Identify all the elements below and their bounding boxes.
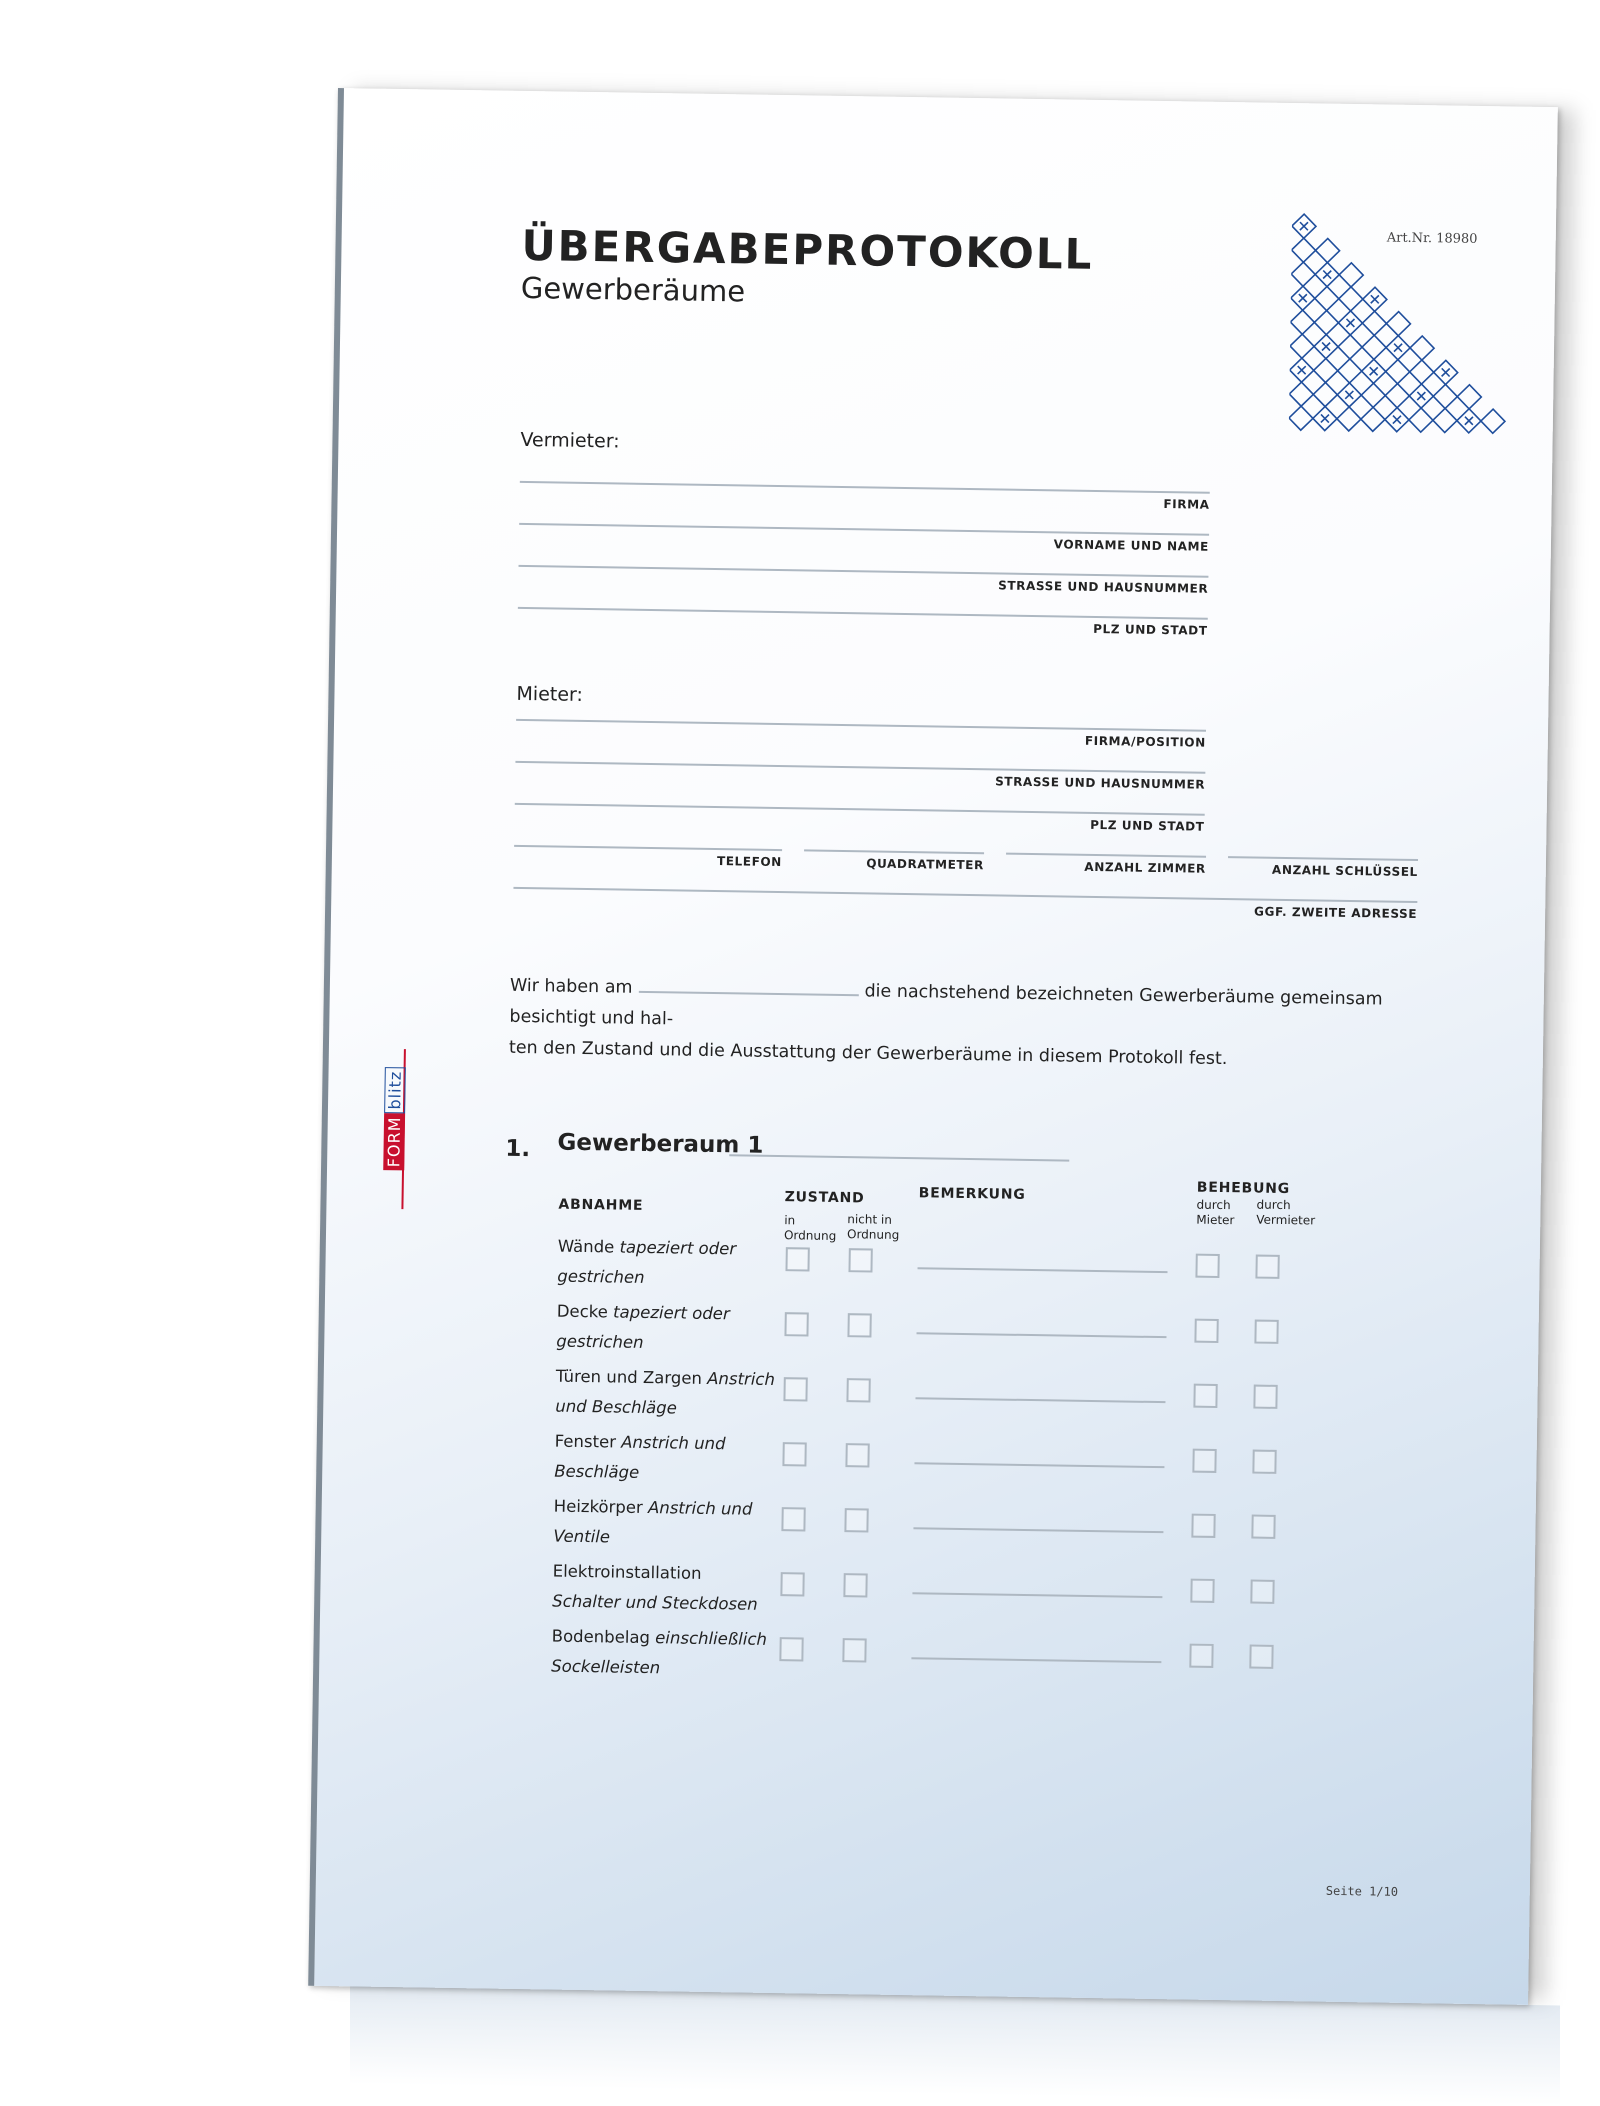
row-label-plain: Elektroinstallation [552, 1561, 702, 1583]
document-subtitle: Gewerberäume [520, 270, 746, 309]
nicht-in-ordnung-checkbox[interactable] [846, 1378, 870, 1402]
mieter-plz-label: PLZ UND STADT [1090, 817, 1205, 834]
intro-before: Wir haben am [509, 975, 633, 998]
durch-vermieter-header [1256, 1198, 1315, 1229]
nicht-line1: nicht in [847, 1212, 893, 1227]
section-title: Gewerberaum 1 [557, 1129, 764, 1159]
mieter-line1: durch [1196, 1197, 1231, 1213]
in-ordnung-header [784, 1213, 837, 1244]
durch-mieter-checkbox[interactable] [1191, 1514, 1215, 1538]
vermieter-firma-label: FIRMA [1163, 497, 1210, 512]
bemerkung-line[interactable] [912, 1592, 1162, 1598]
row-label [557, 1232, 778, 1295]
vermieter-plz-label: PLZ UND STADT [1093, 621, 1208, 638]
durch-mieter-checkbox[interactable] [1190, 1579, 1214, 1603]
row-label-plain: Wände [557, 1236, 615, 1257]
anzahl-zimmer-line[interactable] [1006, 853, 1206, 858]
row-label [555, 1362, 776, 1425]
bemerkung-line[interactable] [915, 1397, 1165, 1403]
row-label-italic: einschließlich Sockelleisten [551, 1628, 768, 1678]
nicht-in-ordnung-checkbox[interactable] [843, 1573, 867, 1597]
row-label-plain: Heizkörper [553, 1496, 643, 1517]
in-ordnung-checkbox[interactable] [780, 1572, 804, 1596]
article-number: Art.Nr. 18980 [1386, 230, 1478, 247]
durch-vermieter-checkbox[interactable] [1249, 1645, 1273, 1669]
row-label-plain: Türen und Zargen [555, 1366, 703, 1388]
bemerkung-line[interactable] [914, 1462, 1164, 1468]
nicht-in-ordnung-checkbox[interactable] [847, 1313, 871, 1337]
brand-blitz: blitz [384, 1067, 406, 1114]
zweite-adresse-line[interactable] [513, 887, 1417, 903]
vermieter-line2: Vermieter [1256, 1212, 1316, 1228]
row-label-italic: tapeziert oder gestrichen [557, 1237, 737, 1287]
durch-mieter-header [1196, 1198, 1235, 1229]
mieter-strasse-line[interactable] [515, 761, 1205, 774]
checkbox-pattern-logo [1288, 198, 1512, 451]
vermieter-plz-line[interactable] [518, 607, 1208, 620]
nicht-in-ordnung-checkbox[interactable] [842, 1638, 866, 1662]
section-number: 1. [505, 1135, 531, 1163]
row-label [553, 1492, 774, 1555]
mieter-firma-line[interactable] [516, 719, 1206, 732]
page-number: Seite 1/10 [1325, 1883, 1399, 1899]
durch-vermieter-checkbox[interactable] [1252, 1450, 1276, 1474]
quadratmeter-label: QUADRATMETER [866, 856, 984, 873]
bemerkung-header: BEMERKUNG [918, 1185, 1026, 1203]
vermieter-label: Vermieter: [520, 428, 620, 453]
durch-mieter-checkbox[interactable] [1192, 1449, 1216, 1473]
row-label [554, 1427, 775, 1490]
nicht-line2: Ordnung [846, 1227, 900, 1242]
anzahl-schluessel-label: ANZAHL SCHLÜSSEL [1271, 862, 1418, 880]
formblitz-logo [384, 1049, 428, 1209]
durch-mieter-checkbox[interactable] [1194, 1319, 1218, 1343]
date-blank-field[interactable] [638, 973, 858, 996]
in-ordnung-checkbox[interactable] [779, 1637, 803, 1661]
durch-vermieter-checkbox[interactable] [1255, 1255, 1279, 1279]
zustand-header: ZUSTAND [784, 1189, 865, 1207]
bemerkung-line[interactable] [918, 1267, 1168, 1273]
vermieter-name-line[interactable] [519, 523, 1209, 536]
row-label-plain: Decke [556, 1301, 609, 1322]
anzahl-zimmer-label: ANZAHL ZIMMER [1084, 859, 1206, 876]
in-ordnung-checkbox[interactable] [782, 1442, 806, 1466]
mieter-label: Mieter: [516, 682, 584, 706]
row-label [552, 1557, 773, 1620]
telefon-line[interactable] [514, 845, 782, 851]
anzahl-schluessel-line[interactable] [1228, 856, 1418, 861]
behebung-header: BEHEBUNG [1196, 1179, 1291, 1198]
abnahme-header: ABNAHME [558, 1196, 644, 1214]
row-label-italic: Anstrich und Ventile [553, 1498, 753, 1547]
durch-vermieter-checkbox[interactable] [1254, 1320, 1278, 1344]
row-label-italic: Schalter und Steckdosen [552, 1591, 758, 1614]
row-label-italic: Anstrich und Beschläge [555, 1368, 776, 1418]
intro-line2: ten den Zustand und die Ausstattung der Gewerberäume in diesem Protokoll fest. [508, 1037, 1228, 1070]
document-title: ÜBERGABEPROTOKOLL [521, 220, 1094, 279]
vermieter-strasse-line[interactable] [519, 565, 1209, 578]
in-ordnung-checkbox[interactable] [783, 1377, 807, 1401]
row-label-plain: Fenster [554, 1431, 617, 1452]
row-label-italic: Anstrich und Beschläge [554, 1432, 726, 1482]
row-label-italic: tapeziert oder gestrichen [556, 1302, 730, 1352]
nicht-in-ordnung-checkbox[interactable] [845, 1443, 869, 1467]
intro-paragraph [509, 971, 1430, 1078]
vermieter-name-label: VORNAME UND NAME [1053, 537, 1210, 554]
section-title-line[interactable] [729, 1154, 1069, 1161]
in-ordnung-line1: in [784, 1213, 796, 1228]
durch-mieter-checkbox[interactable] [1195, 1254, 1219, 1278]
mieter-line2: Mieter [1196, 1212, 1235, 1228]
brand-wordmark [384, 1067, 405, 1171]
durch-vermieter-checkbox[interactable] [1250, 1580, 1274, 1604]
nicht-in-ordnung-header [847, 1212, 900, 1243]
mieter-firma-label: FIRMA/POSITION [1084, 733, 1206, 750]
durch-mieter-checkbox[interactable] [1193, 1384, 1217, 1408]
nicht-in-ordnung-checkbox[interactable] [844, 1508, 868, 1532]
in-ordnung-checkbox[interactable] [781, 1507, 805, 1531]
in-ordnung-checkbox[interactable] [784, 1312, 808, 1336]
bemerkung-line[interactable] [916, 1332, 1166, 1338]
durch-mieter-checkbox[interactable] [1189, 1644, 1213, 1668]
vermieter-strasse-label: STRASSE UND HAUSNUMMER [998, 578, 1209, 596]
brand-form: FORM [383, 1113, 405, 1170]
vermieter-line1: durch [1256, 1197, 1291, 1213]
mieter-plz-line[interactable] [515, 803, 1205, 816]
row-label [556, 1297, 777, 1360]
row-label-plain: Bodenbelag [551, 1626, 651, 1648]
nicht-in-ordnung-checkbox[interactable] [848, 1248, 872, 1272]
durch-vermieter-checkbox[interactable] [1253, 1385, 1277, 1409]
row-label [551, 1622, 772, 1685]
telefon-label: TELEFON [716, 854, 783, 870]
bemerkung-line[interactable] [911, 1657, 1161, 1663]
intro-after: die nachstehend bezeichneten Gewerberäume gemeinsam besichtigt und hal- [509, 981, 1383, 1030]
document-page [308, 88, 1558, 2005]
mieter-strasse-label: STRASSE UND HAUSNUMMER [995, 774, 1206, 792]
zweite-adresse-label: GGF. ZWEITE ADRESSE [1254, 904, 1418, 922]
quadratmeter-line[interactable] [804, 849, 984, 854]
bemerkung-line[interactable] [913, 1527, 1163, 1533]
vermieter-firma-line[interactable] [520, 481, 1210, 494]
durch-vermieter-checkbox[interactable] [1251, 1515, 1275, 1539]
in-ordnung-line2: Ordnung [783, 1228, 837, 1243]
in-ordnung-checkbox[interactable] [785, 1247, 809, 1271]
